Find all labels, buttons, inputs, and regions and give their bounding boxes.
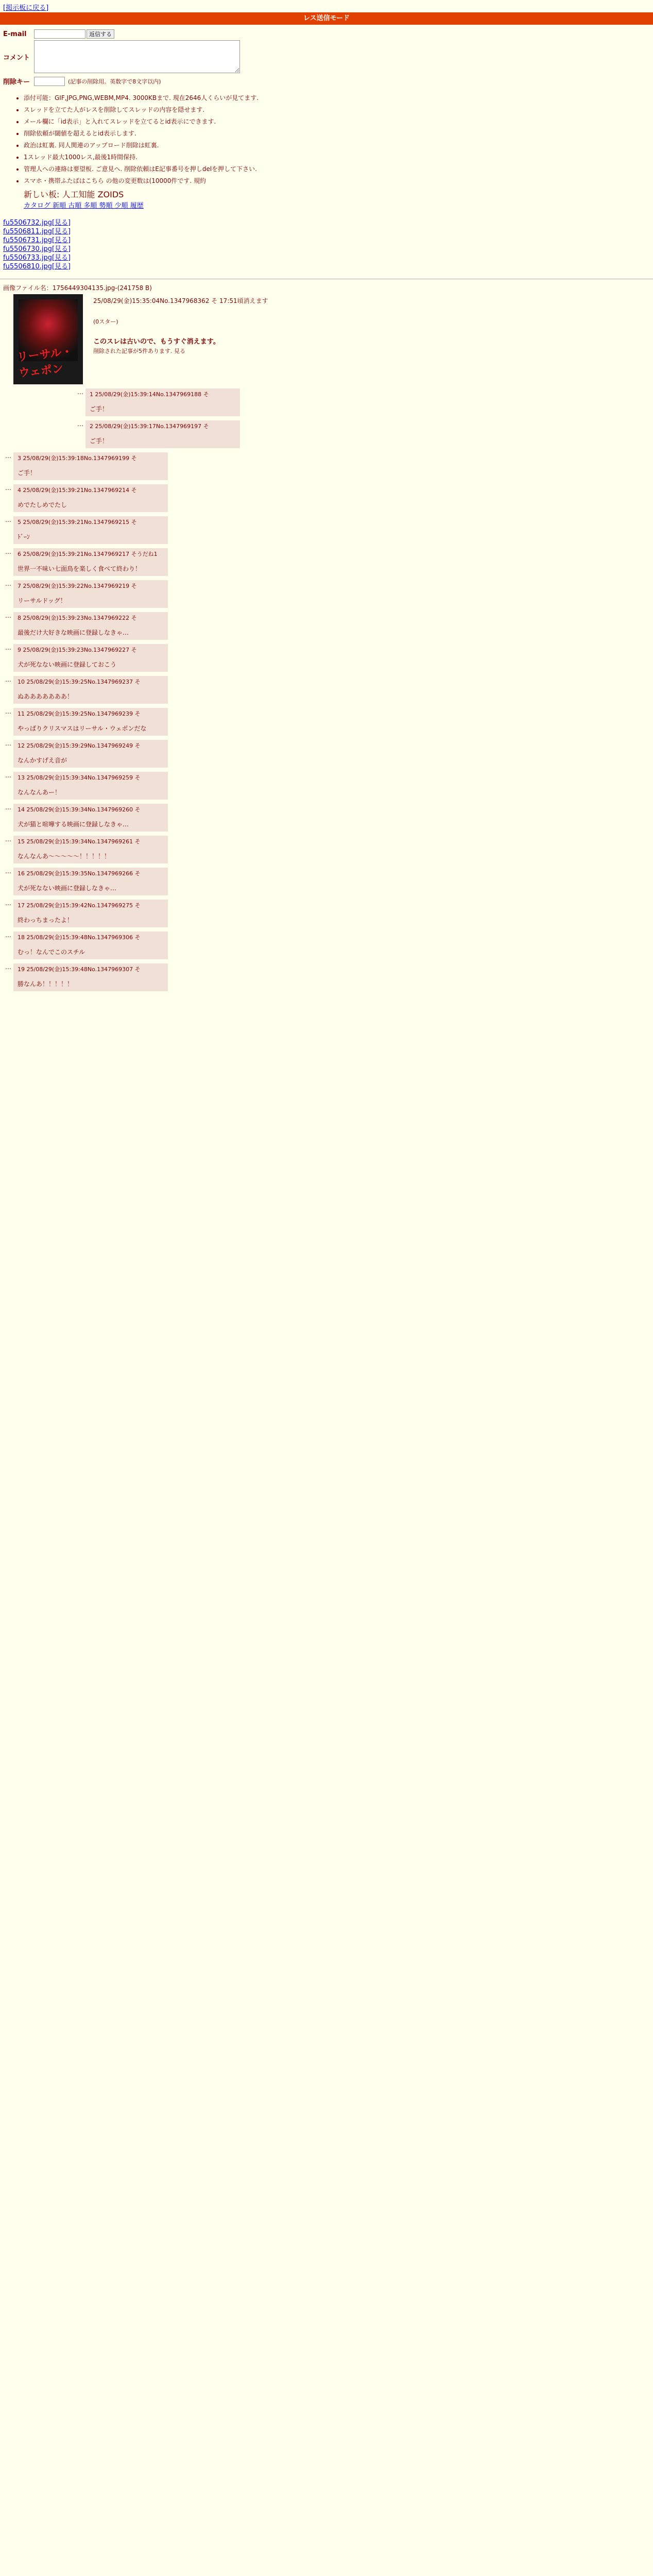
reply-box (13, 740, 168, 768)
reply-post (3, 772, 650, 800)
reply-header[interactable]: 6 25/08/29(金)15:39:21No.1347969217 そうだね1 (18, 551, 158, 557)
reply-post (3, 484, 650, 512)
rule-item: • 添付可能：GIF,JPG,PNG,WEBM,MP4. 3000KBまで. 現在2646人くらいが見てます. (24, 93, 650, 102)
reply-box (13, 548, 168, 576)
reply-box (13, 804, 168, 832)
reply-marker: … (5, 804, 11, 811)
rule-item: • スレッドを立てた人がレスを削除してスレッドの内容を隠せます. (24, 105, 650, 114)
reply-marker: … (77, 420, 83, 428)
reply-post (3, 516, 650, 544)
reply-header[interactable]: 1 25/08/29(金)15:39:14No.1347969188 そ (90, 391, 209, 398)
reply-message: ご手！ (90, 405, 109, 413)
reply-marker: … (5, 676, 11, 683)
reply-header[interactable]: 12 25/08/29(金)15:39:29No.1347969249 そ (18, 742, 141, 749)
reply-post (3, 612, 650, 640)
reply-post (3, 708, 650, 736)
email-label: E-mail (3, 30, 27, 38)
reply-message: めでたしめでたし (18, 501, 67, 509)
reply-post (3, 644, 650, 672)
comment-label: コメント (3, 54, 30, 62)
reply-marker: … (5, 740, 11, 747)
reply-form (0, 26, 653, 212)
reply-marker: … (5, 452, 11, 460)
poster-title: リーサル・ウェポン (16, 345, 74, 380)
reply-post (3, 580, 650, 608)
file-link[interactable]: fu5506732.jpg[見る] (3, 219, 71, 227)
reply-mode-banner: レス送信モード (0, 12, 653, 25)
reply-marker: … (5, 900, 11, 907)
reply-box (13, 931, 168, 959)
op-file-line[interactable]: 画像ファイル名：1756449304135.jpg-(241758 B) (3, 284, 152, 292)
reply-message: ご手！ (90, 437, 109, 445)
reply-box (13, 772, 168, 800)
reply-post (3, 452, 650, 480)
reply-box (13, 708, 168, 736)
file-link[interactable]: fu5506810.jpg[見る] (3, 263, 71, 270)
reply-marker: … (5, 644, 11, 651)
reply-marker: … (5, 836, 11, 843)
rule-item: • メール欄に「id表示」と入れてスレッドを立てるとid表示にできます. (24, 117, 650, 126)
reply-marker: … (77, 388, 83, 396)
reply-post (3, 900, 650, 927)
reply-post (3, 963, 650, 991)
rule-item: • スマホ・携帯ふたばはこちら の他の変更数は(10000件です. 規約 (24, 176, 650, 185)
submit-reply-button[interactable]: 返信する (87, 29, 114, 39)
top-nav (0, 0, 653, 11)
rule-item: • 1スレッド最大1000レス,最後1時間保持. (24, 152, 650, 161)
reply-header[interactable]: 2 25/08/29(金)15:39:17No.1347969197 そ (90, 423, 209, 430)
delkey-label: 削除キー (3, 78, 30, 86)
reply-list (3, 388, 650, 991)
reply-post (75, 420, 650, 448)
reply-header[interactable]: 19 25/08/29(金)15:39:48No.1347969307 そ (18, 966, 141, 973)
reply-marker: … (5, 708, 11, 715)
rules-list (24, 93, 650, 185)
reply-header[interactable]: 14 25/08/29(金)15:39:34No.1347969260 そ (18, 806, 141, 813)
rule-item: • 政治は虹裏. 同人関連のアップロード削除は虹裏. (24, 141, 650, 149)
reply-marker: … (5, 931, 11, 939)
reply-marker: … (5, 484, 11, 492)
reply-marker: … (5, 868, 11, 875)
deleted-note: 削除された記事が5件あります. 見る (93, 348, 185, 354)
file-link[interactable]: fu5506731.jpg[見る] (3, 236, 71, 244)
reply-box (13, 612, 168, 640)
reply-marker: … (5, 580, 11, 587)
reply-box (13, 836, 168, 863)
reply-marker: … (5, 516, 11, 523)
op-meta: 25/08/29(金)15:35:04No.1347968362 そ 17:51頃消えます (93, 297, 268, 304)
op-message: このスレは古いので、もうすぐ消えます。 (93, 338, 220, 346)
reply-post (75, 388, 650, 416)
reply-message: リーサルドッグ！ (18, 597, 66, 604)
reply-marker: … (5, 548, 11, 555)
reply-box (13, 484, 168, 512)
reply-marker: … (5, 963, 11, 971)
reply-message: ご手！ (18, 469, 37, 477)
reply-message: 勝なんあ！！！！！ (18, 980, 74, 988)
delete-key-field[interactable] (34, 77, 65, 86)
back-to-board-link[interactable]: [掲示板に戻る] (3, 4, 49, 12)
reply-post (3, 836, 650, 863)
reply-header[interactable]: 9 25/08/29(金)15:39:23No.1347969227 そ (18, 647, 137, 653)
reply-header[interactable]: 10 25/08/29(金)15:39:25No.1347969237 そ (18, 679, 141, 685)
file-link[interactable]: fu5506730.jpg[見る] (3, 245, 71, 253)
thread (0, 283, 653, 991)
reply-box (13, 580, 168, 608)
reply-message: 最後だけ大好きな映画に登録しなきゃ… (18, 629, 129, 636)
delkey-note: (記事の削除用。英数字で8文字以内) (68, 78, 161, 85)
reply-header[interactable]: 3 25/08/29(金)15:39:18No.1347969199 そ (18, 455, 137, 462)
op-post (3, 294, 650, 384)
reply-header[interactable]: 16 25/08/29(金)15:39:35No.1347969266 そ (18, 870, 141, 877)
reply-message: なんなんあ〜〜〜〜〜！！！！！ (18, 853, 111, 860)
file-link[interactable]: fu5506733.jpg[見る] (3, 254, 71, 262)
comment-field[interactable] (34, 40, 240, 73)
reply-box (85, 388, 240, 416)
reply-box (13, 868, 168, 895)
reply-post (3, 804, 650, 832)
reply-box (13, 963, 168, 991)
file-link[interactable]: fu5506811.jpg[見る] (3, 228, 71, 235)
reply-header[interactable]: 15 25/08/29(金)15:39:34No.1347969261 そ (18, 838, 141, 845)
reply-header[interactable]: 7 25/08/29(金)15:39:22No.1347969219 そ (18, 583, 137, 589)
reply-message: ぬあああああああ！ (18, 693, 74, 700)
reply-message: 犬が死なない映画に登録しなきゃ… (18, 885, 117, 892)
reply-message: ﾄﾞｰﾝ (18, 533, 30, 540)
reply-post (3, 931, 650, 959)
reply-box (13, 516, 168, 544)
reply-box (85, 420, 240, 448)
reply-post (3, 740, 650, 768)
reply-marker: … (5, 772, 11, 779)
reply-header[interactable]: 8 25/08/29(金)15:39:23No.1347969222 そ (18, 615, 137, 621)
reply-header[interactable]: 17 25/08/29(金)15:39:42No.1347969275 そ (18, 902, 141, 909)
reply-post (3, 676, 650, 704)
reply-message: なんなんあー！ (18, 789, 61, 796)
reply-message: 犬が死なない映画に登録しておこう (18, 661, 117, 668)
reply-header[interactable]: 4 25/08/29(金)15:39:21No.1347969214 そ (18, 487, 137, 494)
reply-box (13, 452, 168, 480)
reply-post (3, 548, 650, 576)
op-rating[interactable]: (0スター) (93, 318, 118, 325)
reply-header[interactable]: 5 25/08/29(金)15:39:21No.1347969215 そ (18, 519, 137, 526)
email-field[interactable] (34, 29, 85, 39)
reply-box (13, 676, 168, 704)
reply-message: むっ！なんでこのスチル (18, 948, 85, 956)
reply-header[interactable]: 13 25/08/29(金)15:39:34No.1347969259 そ (18, 774, 141, 781)
op-thumbnail[interactable] (13, 294, 83, 384)
reply-post (3, 868, 650, 895)
reply-header[interactable]: 11 25/08/29(金)15:39:25No.1347969239 そ (18, 710, 141, 717)
reply-message: 世界一不味い七面鳥を楽しく食べて終わり！ (18, 565, 142, 572)
reply-header[interactable]: 18 25/08/29(金)15:39:48No.1347969306 そ (18, 934, 141, 941)
reply-marker: … (5, 612, 11, 619)
reply-message: なんかすげえ音が (18, 757, 67, 764)
reply-message: やっぱりクリスマスはリーサル・ウェポンだな (18, 725, 147, 732)
rule-item: • 管理人への連絡は要望板. ご意見へ. 削除依頼はE記事番号を押しdelを押して下さい. (24, 164, 650, 173)
reply-box (13, 644, 168, 672)
new-boards-line[interactable]: 新しい板: 人工知能 ZOIDS (24, 190, 124, 199)
rule-item: • 削除依頼が閾値を超えるとid表示します. (24, 129, 650, 138)
reply-box (13, 900, 168, 927)
reply-message: 犬が猫と喧嘩する映画に登録しなきゃ… (18, 821, 129, 828)
sort-links[interactable]: カタログ 新順 古順 多順 勢順 少順 履歴 (24, 202, 144, 210)
reply-message: 終わっちまったよ！ (18, 917, 73, 924)
attached-files-list (0, 212, 653, 269)
